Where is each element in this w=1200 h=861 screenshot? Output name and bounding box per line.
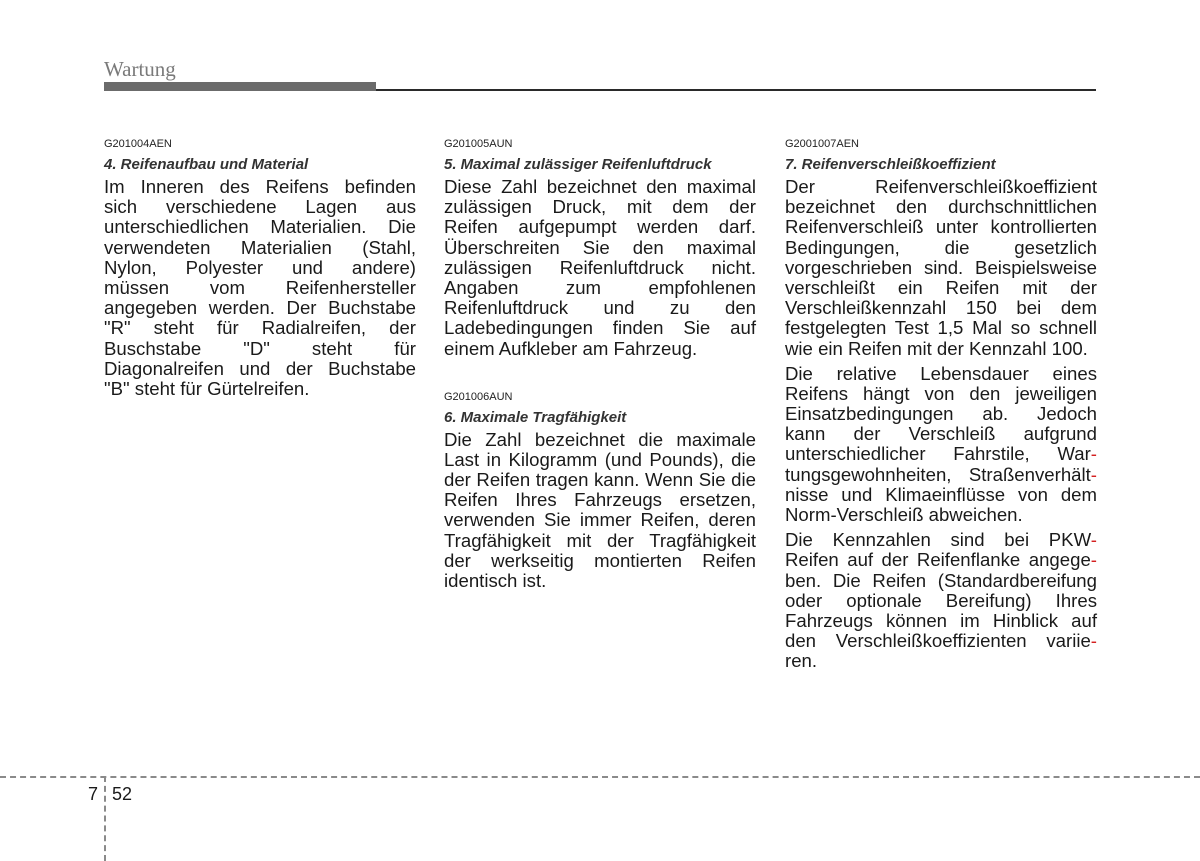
text-line: Reifen Ihres Fahrzeugs ersetzen, xyxy=(444,489,756,511)
text-line: Bedingungen, die gesetzlich xyxy=(785,236,1097,258)
text-line: zulässigen Reifenluftdruck nicht. xyxy=(444,256,756,278)
text-line: zulässigen Druck, mit dem der xyxy=(444,196,756,218)
body-paragraph xyxy=(785,177,1097,359)
text-line: verwenden Sie immer Reifen, deren xyxy=(444,509,756,531)
text-line: Reifenluftdruck und zu den xyxy=(444,297,756,319)
text-line: wie ein Reifen mit der Kennzahl 100. xyxy=(785,337,1088,359)
hyphenation-mark: - xyxy=(1090,630,1097,652)
text-line: den Verschleißkoeffizienten variie- xyxy=(785,630,1097,652)
body-paragraph xyxy=(785,364,1097,526)
column-2 xyxy=(444,137,756,596)
text-line: identisch ist. xyxy=(444,570,547,591)
section-heading: 4. Reifenaufbau und Material xyxy=(104,156,309,173)
text-line: kann der Verschleiß aufgrund xyxy=(785,423,1097,445)
section-code: G2001007AEN xyxy=(785,138,859,150)
section-code: G201006AUN xyxy=(444,390,513,403)
page-number: 52 xyxy=(112,784,133,804)
text-line: oder optionale Bereifung) Ihres xyxy=(785,589,1097,611)
header-bar-accent xyxy=(104,82,376,91)
hyphenation-mark: - xyxy=(1090,549,1097,571)
text-line: Einsatzbedingungen ab. Jedoch xyxy=(785,403,1097,425)
text-line: Verschleißkennzahl 150 bei dem xyxy=(785,297,1097,319)
header-rule xyxy=(376,89,1096,91)
body-paragraph xyxy=(444,430,756,592)
hyphenation-mark: - xyxy=(1090,443,1097,465)
body-paragraph xyxy=(785,530,1097,671)
body-paragraph xyxy=(444,177,756,359)
text-line: "R" steht für Radialreifen, der xyxy=(104,317,416,339)
text-line: unterschiedlicher Fahrstile, War- xyxy=(785,443,1097,465)
text-line: Nylon, Polyester und andere) xyxy=(104,256,416,278)
hyphenation-mark: - xyxy=(1090,529,1097,551)
text-line: Die relative Lebensdauer eines xyxy=(785,362,1097,384)
text-line: Reifenverschleiß unter kontrollierten xyxy=(785,216,1097,238)
text-line: Fahrzeugs können im Hinblick auf xyxy=(785,609,1097,631)
text-line: ben. Die Reifen (Standardbereifung xyxy=(785,569,1097,591)
text-line: Reifen aufgepumpt werden darf. xyxy=(444,216,756,238)
text-line: tungsgewohnheiten, Straßenverhält- xyxy=(785,463,1097,485)
section-heading: 6. Maximale Tragfähigkeit xyxy=(444,408,627,426)
section-spacer xyxy=(444,364,756,390)
text-line: Diese Zahl bezeichnet den maximal xyxy=(444,176,756,197)
text-line: der Reifen tragen kann. Wenn Sie die xyxy=(444,469,756,491)
text-line: Diagonalreifen und der Buchstabe xyxy=(104,357,416,379)
text-line: angegeben werden. Der Buchstabe xyxy=(104,297,416,319)
page-header-title: Wartung xyxy=(104,57,176,81)
text-line: nisse und Klimaeinflüsse von dem xyxy=(785,483,1097,505)
column-1 xyxy=(104,137,416,404)
text-line: verwendeten Materialien (Stahl, xyxy=(104,236,416,258)
text-line: Last in Kilogramm (und Pounds), die xyxy=(444,448,756,470)
text-line: "B" steht für Gürtelreifen. xyxy=(104,377,310,399)
section-code: G201005AUN xyxy=(444,138,513,150)
text-line: müssen vom Reifenhersteller xyxy=(104,276,416,298)
text-line: Die Zahl bezeichnet die maximale xyxy=(444,428,756,450)
section-code: G201004AEN xyxy=(104,138,172,150)
section-heading: 7. Reifenverschleißkoeffizient xyxy=(785,156,996,173)
hyphenation-mark: - xyxy=(1090,463,1097,485)
text-line: Angaben zum empfohlenen xyxy=(444,276,756,298)
text-line: Die Kennzahlen sind bei PKW- xyxy=(785,529,1097,551)
text-line: Norm-Verschleiß abweichen. xyxy=(785,504,1023,525)
text-line: Im Inneren des Reifens befinden xyxy=(104,176,416,197)
text-line: Überschreiten Sie den maximal xyxy=(444,236,756,258)
footer-dashed-rule xyxy=(0,776,1200,778)
text-line: verschleißt ein Reifen mit der xyxy=(785,276,1097,298)
text-line: der werkseitig montierten Reifen xyxy=(444,549,756,571)
section-heading: 5. Maximal zulässiger Reifenluftdruck xyxy=(444,156,712,173)
text-line: vorgeschrieben sind. Beispielsweise xyxy=(785,256,1097,278)
text-line: sich verschiedene Lagen aus xyxy=(104,196,416,218)
text-line: Tragfähigkeit mit der Tragfähigkeit xyxy=(444,529,756,551)
text-line: festgelegten Test 1,5 Mal so schnell xyxy=(785,317,1097,339)
text-line: ren. xyxy=(785,650,818,672)
text-line: Reifens hängt von den jeweiligen xyxy=(785,382,1097,404)
column-3 xyxy=(785,137,1097,677)
text-line: Der Reifenverschleißkoeffizient xyxy=(785,176,1097,197)
text-line: Ladebedingungen finden Sie auf xyxy=(444,317,756,339)
text-line: einem Aufkleber am Fahrzeug. xyxy=(444,337,698,359)
text-line: bezeichnet den durchschnittlichen xyxy=(785,196,1097,218)
text-line: Buschstabe "D" steht für xyxy=(104,337,416,359)
chapter-number: 7 xyxy=(88,784,99,804)
footer-dashed-divider xyxy=(104,776,106,861)
text-line: unterschiedlichen Materialien. Die xyxy=(104,216,416,238)
text-line: Reifen auf der Reifenflanke angege- xyxy=(785,549,1097,571)
body-paragraph xyxy=(104,177,416,399)
